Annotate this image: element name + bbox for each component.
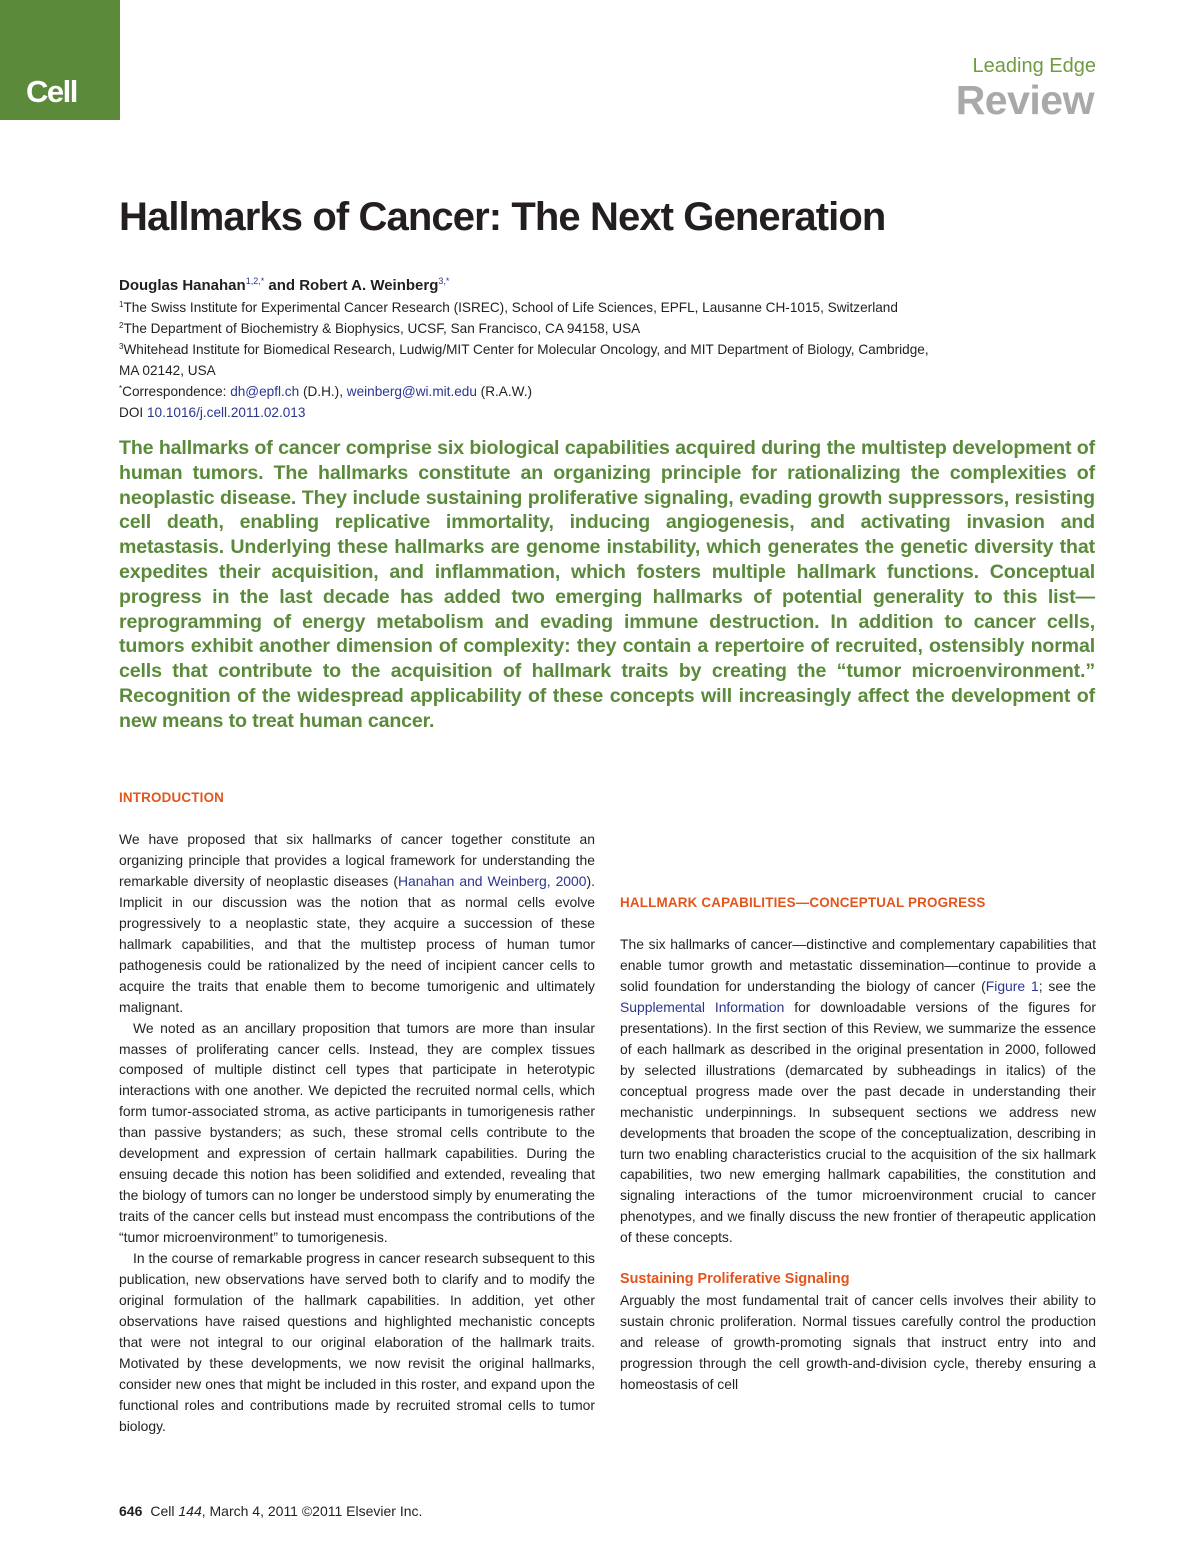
volume: 144 [178, 1503, 202, 1519]
reference-link[interactable]: Hanahan and Weinberg, 2000 [397, 872, 587, 889]
affiliation-2 [119, 318, 1085, 339]
paragraph-text: ; see the [1038, 977, 1096, 994]
email-owner: (R.A.W.) [476, 384, 533, 399]
email-link-weinberg[interactable]: weinberg@wi.mit.edu [346, 384, 477, 399]
supplemental-link[interactable]: Supplemental Information [620, 998, 785, 1015]
author-affiliation-marks: 1,2,* [245, 276, 265, 286]
paragraph-text: We have proposed that six hallmarks of cancer together constitute an organizing principle that provides a logical framework for understanding the remarkable diversity of neoplastic diseases ( [119, 831, 595, 889]
correspondence-label: Correspondence: [122, 384, 231, 399]
author-affiliation-marks: 3,* [438, 276, 450, 286]
body-paragraph: In the course of remarkable progress in cancer research subsequent to this publication, new observations have served both to clarify and to modify the original formulation of the hallmark capabilities. In addition, yet other observations have raised questions and highlighted mechanistic concepts that were not integral to our original elaboration of the hallmark traits. Motivated by these developments, we now revisit the original hallmarks, consider new ones that might be included in this roster, and expand upon the functional roles and contributions made by recruited stromal cells to tumor biology. [119, 1250, 595, 1434]
affiliation-text: Whitehead Institute for Biomedical Research, Ludwig/MIT Center for Molecular Oncology, and MIT Department of Biology, Cambridge, [123, 342, 929, 357]
affiliation-number: 2 [119, 321, 124, 330]
affiliation-1 [119, 297, 1085, 318]
abstract: The hallmarks of cancer comprise six biological capabilities acquired during the multistep development of human tumors. The hallmarks constitute an organizing principle for rationalizing the complexities of neoplastic disease. They include sustaining proliferative signaling, evading growth suppressors, resisting cell death, enabling replicative immortality, inducing angiogenesis, and activating invasion and metastasis. Underlying these hallmarks are genome instability, which generates the genetic diversity that expedites their acquisition, and inflammation, which fosters multiple hallmark functions. Conceptual progress in the last decade has added two emerging hallmarks of potential generality to this list—reprogramming of energy metabolism and evading immune destruction. In addition to cancer cells, tumors exhibit another dimension of complexity: they contain a repertoire of recruited, ostensibly normal cells that contribute to the acquisition of hallmark traits by creating the “tumor microenvironment.” Recognition of the widespread applicability of these concepts will increasingly affect the development of new means to treat human cancer. [119, 437, 1095, 732]
logo-text: Cell [26, 74, 77, 109]
cell-journal-logo [0, 0, 120, 120]
section-heading-introduction: INTRODUCTION [119, 790, 225, 805]
doi-line [119, 402, 1085, 423]
paragraph-text: The six hallmarks of cancer—distinctive and complementary capabilities that enable tumor growth and metastatic dissemination—continue to provide a solid foundation for understanding the biology of cancer ( [620, 936, 1096, 994]
article-title: Hallmarks of Cancer: The Next Generation [119, 195, 886, 239]
email-owner: (D.H.), [299, 384, 347, 399]
body-paragraph: We noted as an ancillary proposition that tumors are more than insular masses of proliferating cancer cells. Instead, they are complex tissues composed of multiple distinct cell types that participate in heterotypic interactions with one another. We depicted the recruited normal cells, which form tumor-associated stroma, as active participants in tumorigenesis rather than passive bystanders; as such, these stromal cells contribute to the development and expression of certain hallmark capabilities. During the ensuing decade this notion has been solidified and extended, revealing that the biology of tumors can no longer be understood simply by enumerating the traits of the cancer cells but instead must encompass the contributions of the “tumor microenvironment” to tumorigenesis. [119, 1019, 595, 1246]
body-paragraph: Arguably the most fundamental trait of cancer cells involves their ability to sustain chronic proliferation. Normal tissues carefully control the production and release of growth-promoting signals that instruct entry into and progression through the cell growth-and-division cycle, thereby ensuring a homeostasis of cell [620, 1292, 1096, 1393]
affiliations [119, 297, 1085, 423]
doi-label: DOI [119, 405, 147, 420]
page-footer [119, 1502, 422, 1520]
body-paragraph [620, 934, 1096, 1248]
paragraph-text: for downloadable versions of the figures for presentations). In the first section of this Review, we summarize the essence of each hallmark as described in the original presentation in 2000, followed by selected illustrations (demarcated by subheadings in italics) of the conceptual progress made over the past decade in understanding their mechanistic underpinnings. In subsequent sections we address new developments that broaden the scope of the conceptualization, describing in turn two enabling characteristics crucial to the acquisition of the six hallmark capabilities, two new emerging hallmark capabilities, the constitution and signaling interactions of the tumor microenvironment crucial to cancer phenotypes, and we finally discuss the new frontier of therapeutic application of these concepts. [620, 998, 1096, 1246]
correspondence-mark: * [119, 384, 123, 393]
section-heading-hallmark-capabilities: HALLMARK CAPABILITIES—CONCEPTUAL PROGRESS [620, 895, 986, 910]
affiliation-text: The Department of Biochemistry & Biophysics, UCSF, San Francisco, CA 94158, USA [123, 321, 641, 336]
affiliation-3 [119, 339, 1085, 360]
publication-date: , March 4, 2011 ©2011 Elsevier Inc. [201, 1503, 423, 1519]
affiliation-text: The Swiss Institute for Experimental Cancer Research (ISREC), School of Life Sciences, EPFL, Lausanne CH-1015, Switzerland [123, 300, 898, 315]
paragraph-text: ). Implicit in our discussion was the notion that as normal cells evolve progressively to a neoplastic state, they acquire a succession of these hallmark capabilities, and that the multistep process of human tumor pathogenesis could be rationalized by the need of incipient cancer cells to acquire the traits that enable them to become tumorigenic and ultimately malignant. [119, 872, 595, 1015]
doi-link[interactable]: 10.1016/j.cell.2011.02.013 [146, 405, 306, 420]
email-link-hanahan[interactable]: dh@epfl.ch [230, 384, 300, 399]
column-right [620, 787, 1096, 1395]
author-conjunction: and [264, 277, 300, 294]
page-number: 646 [119, 1503, 143, 1519]
correspondence [119, 381, 1085, 402]
author-name: Robert A. Weinberg [299, 277, 439, 294]
affiliation-number: 1 [119, 300, 124, 309]
affiliation-number: 3 [119, 342, 124, 351]
subsection-heading: Sustaining Proliferative Signaling [620, 1271, 850, 1288]
section-label: Leading Edge [972, 55, 1096, 77]
author-name: Douglas Hanahan [119, 277, 246, 294]
author-line [119, 276, 449, 295]
figure-link[interactable]: Figure 1 [985, 977, 1039, 994]
journal-name: Cell [150, 1503, 179, 1519]
column-left [119, 787, 595, 1437]
affiliation-3-cont: MA 02142, USA [119, 363, 216, 378]
article-type: Review [955, 77, 1094, 123]
body-paragraph [119, 829, 595, 1018]
